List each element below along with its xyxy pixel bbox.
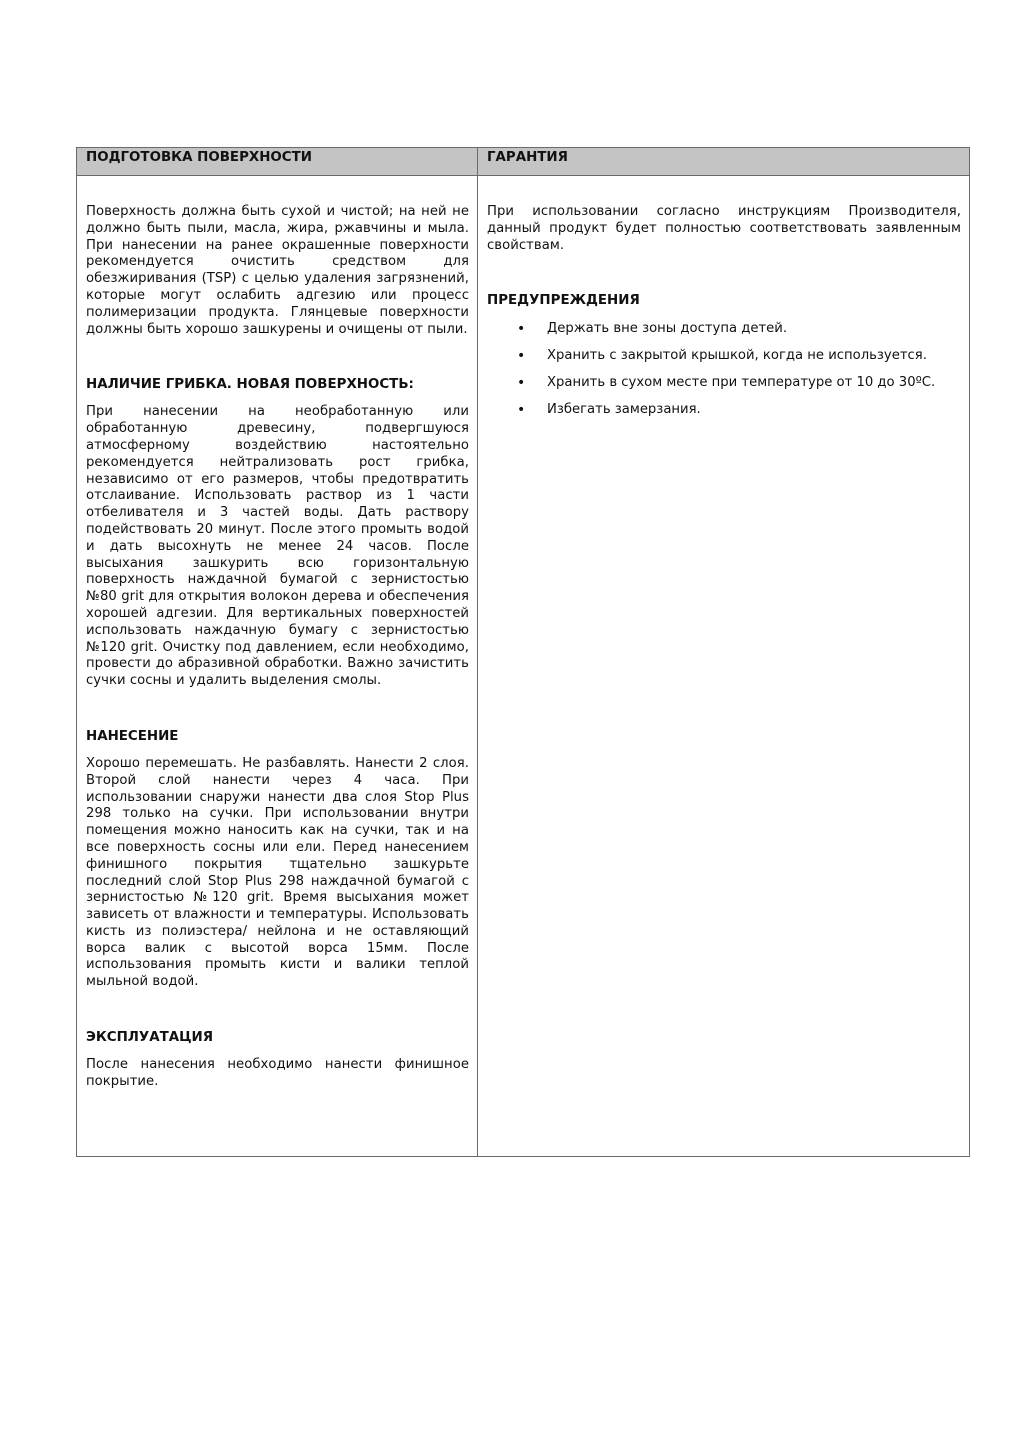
warning-item — [487, 374, 961, 392]
right-column — [487, 176, 961, 428]
header-surface-preparation: ПОДГОТОВКА ПОВЕРХНОСТИ — [86, 150, 312, 165]
warning-item — [487, 347, 961, 365]
bullet-icon: • — [517, 348, 526, 365]
application-section-title: НАНЕСЕНИЕ — [86, 728, 179, 744]
header-warranty: ГАРАНТИЯ — [487, 150, 568, 165]
operation-section-title: ЭКСПЛУАТАЦИЯ — [86, 1030, 214, 1046]
bullet-icon: • — [517, 321, 526, 338]
fungus-section-text: При нанесении на необработанную или обработанную древесину, подвергшуюся атмосферному воздействию настоятельно рекомендуется нейтрализовать рост грибка, независимо от его размеров, чтобы предотвратить отслаивание. Использовать раствор из 1 части отбеливателя и 3 частей воды. Дать раствору подействовать 20 минут. После этого промыть водой и дать высохнуть не менее 24 часов. После высыхания зашкурить всю горизонтальную поверхность наждачной бумагой с зернистостью №80 grit для открытия волокон дерева и обеспечения хорошей адгезии. Для вертикальных поверхностей использовать наждачную бумагу с зернистостью №120 grit. Очистку под давлением, если необходимо, провести до абразивной обработки. Важно зачистить сучки сосны и удалить выделения смолы. — [86, 404, 469, 689]
operation-section-text: После нанесения необходимо нанести финишное покрытие. — [86, 1057, 469, 1089]
warning-item-text: Хранить в сухом месте при температуре от 10 до 30ºC. — [547, 375, 936, 391]
warning-item-text: Держать вне зоны доступа детей. — [547, 321, 788, 337]
application-section-text: Хорошо перемешать. Не разбавлять. Нанести 2 слоя. Второй слой нанести через 4 часа. При использовании снаружи нанести два слоя Stop Plus 298 только на сучки. При использовании внутри помещения можно наносить как на сучки, так и на все поверхность сосны или ели. Перед нанесением финишного покрытия тщательно зашкурьте последний слой Stop Plus 298 наждачной бумагой с зернистостью №120 grit. Время высыхания может зависеть от влажности и температуры. Использовать кисть из полиэстера/ нейлона и не оставляющий ворса валик с высотой ворса 15мм. После использования промыть кисти и валики теплой мыльной водой. — [86, 755, 469, 990]
warning-item-text: Хранить с закрытой крышкой, когда не используется. — [547, 348, 927, 364]
surface-prep-text: Поверхность должна быть сухой и чистой; на ней не должно быть пыли, масла, жира, ржавчины и мыла. При нанесении на ранее окрашенные поверхности рекомендуется очистить средством для обезжиривания (TSP) с целью удаления загрязнений, которые могут ослабить адгезию или процесс полимеризации продукта. Глянцевые поверхности должны быть хорошо зашкурены и очищены от пыли. — [86, 204, 469, 337]
fungus-section-title: НАЛИЧИЕ ГРИБКА. НОВАЯ ПОВЕРХНОСТЬ: — [86, 377, 414, 393]
warning-item-text: Избегать замерзания. — [547, 402, 701, 418]
left-column — [86, 176, 469, 1091]
warning-item — [487, 401, 961, 419]
warnings-section-title: ПРЕДУПРЕЖДЕНИЯ — [487, 293, 640, 309]
warnings-list — [487, 320, 961, 419]
bullet-icon: • — [517, 375, 526, 392]
bullet-icon: • — [517, 402, 526, 419]
column-divider — [477, 148, 478, 1156]
product-info-table — [76, 147, 970, 1157]
warranty-text: При использовании согласно инструкциям Производителя, данный продукт будет полностью соответствовать заявленным свойствам. — [487, 204, 961, 253]
warning-item — [487, 320, 961, 338]
